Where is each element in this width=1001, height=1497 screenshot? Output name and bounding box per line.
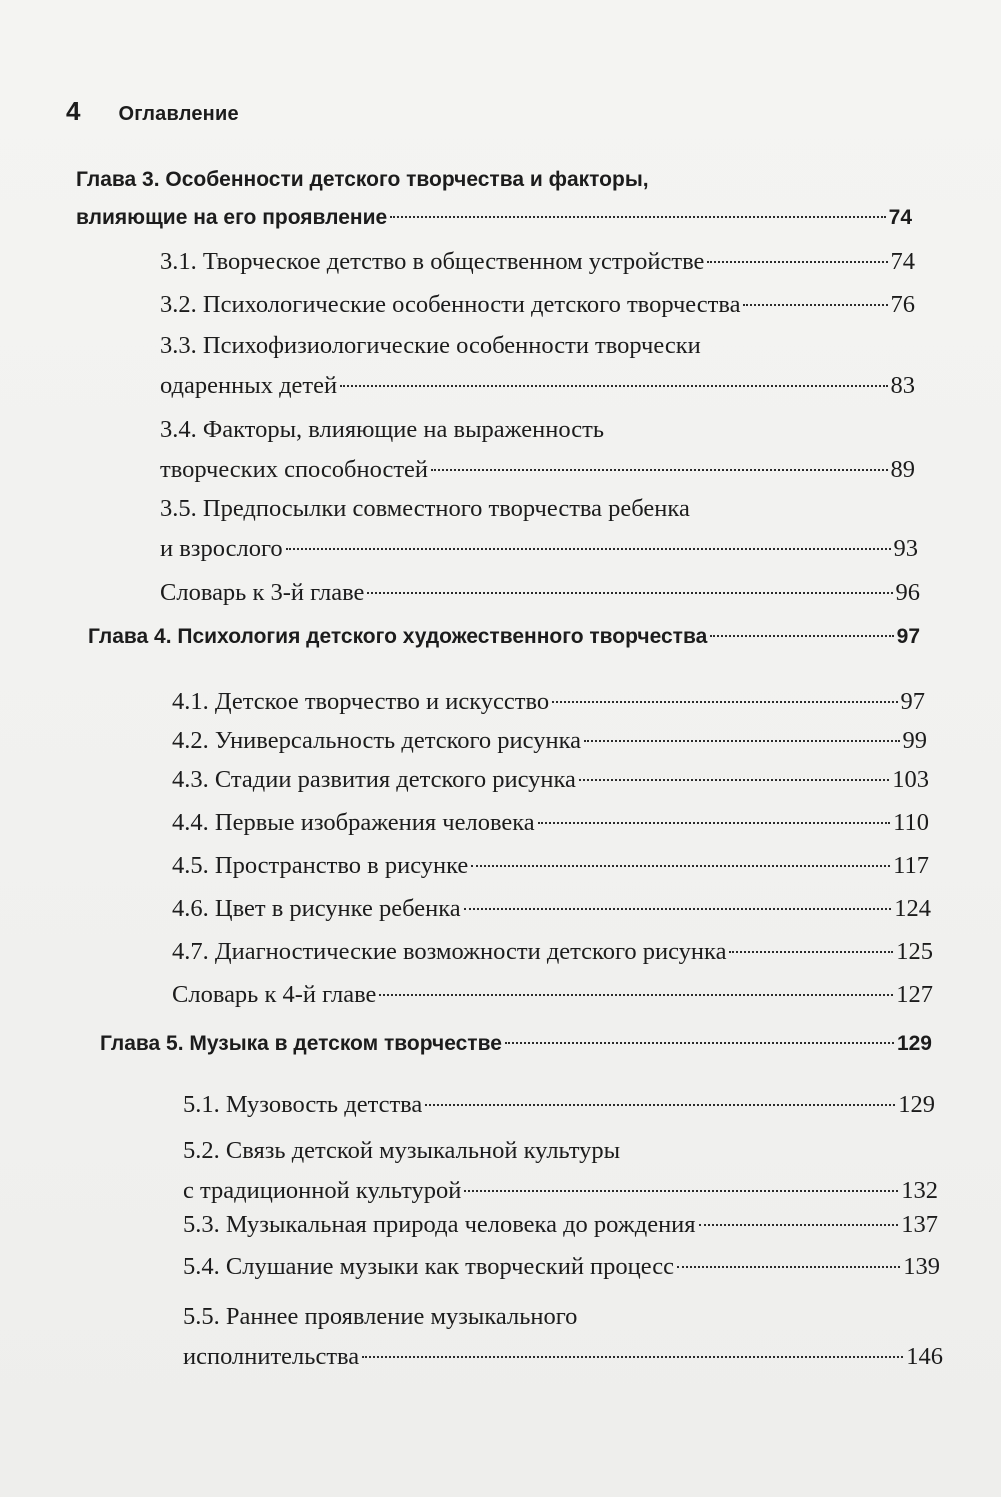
section-title-line-2: с традиционной культурой: [183, 1177, 462, 1204]
page-ref: 74: [890, 248, 915, 275]
toc-line: [160, 489, 918, 529]
dot-leader: [743, 304, 887, 306]
section-title-line-2: одаренных детей: [160, 372, 338, 399]
toc-line: [183, 1297, 943, 1337]
toc-line: [160, 450, 915, 490]
dot-leader: [707, 261, 887, 263]
running-head: [66, 96, 239, 127]
dot-leader: [390, 216, 885, 218]
toc-section-4-6: [172, 889, 931, 929]
page-ref: 93: [893, 535, 918, 562]
toc-line: [172, 975, 933, 1015]
toc-line: [160, 529, 918, 569]
page-ref: 127: [896, 981, 933, 1008]
page-ref: 124: [894, 895, 931, 922]
section-title-line-1: 3.4. Факторы, влияющие на выраженность: [160, 416, 604, 443]
toc-line: [183, 1085, 935, 1125]
toc-line: [183, 1247, 940, 1287]
dot-leader: [538, 822, 890, 824]
section-title: 5.4. Слушание музыки как творческий процесс: [183, 1253, 675, 1280]
page-ref: 97: [896, 625, 920, 648]
toc-line: [172, 889, 931, 929]
toc-line: [183, 1131, 938, 1171]
toc-section-5-4: [183, 1247, 940, 1287]
dot-leader: [552, 701, 897, 703]
section-title: 4.3. Стадии развития детского рисунка: [172, 766, 576, 793]
toc-section-4-4: [172, 803, 929, 843]
section-title: 3.2. Психологические особенности детского творчества: [160, 291, 741, 318]
page-ref: 146: [906, 1343, 943, 1370]
toc-chapter-5: [100, 1025, 932, 1063]
page-ref: 129: [896, 1032, 932, 1055]
dot-leader: [464, 1190, 898, 1192]
section-title: 5.3. Музыкальная природа человека до рождения: [183, 1211, 696, 1238]
section-title-line-2: и взрослого: [160, 535, 283, 562]
section-title: 4.1. Детское творчество и искусство: [172, 688, 550, 715]
toc-chapter-3: [76, 161, 912, 237]
toc-section-3-4: [160, 410, 915, 490]
dot-leader: [286, 548, 891, 550]
toc-line: [160, 242, 915, 282]
toc-section-4-7: [172, 932, 933, 972]
section-title-line-2: творческих способностей: [160, 456, 429, 483]
section-title: 4.6. Цвет в рисунке ребенка: [172, 895, 461, 922]
section-title: 5.1. Музовость детства: [183, 1091, 423, 1118]
toc-section-3-5: [160, 489, 918, 569]
toc-line: [76, 199, 912, 237]
chapter-title: Глава 4. Психология детского художественного творчества: [88, 625, 708, 648]
section-title: 3.1. Творческое детство в общественном устройстве: [160, 248, 705, 275]
toc-line: [172, 682, 925, 722]
page-ref: 89: [890, 456, 915, 483]
page-ref: 74: [888, 206, 912, 229]
toc-line: [88, 618, 920, 656]
page-ref: 129: [898, 1091, 935, 1118]
dot-leader: [471, 865, 890, 867]
dot-leader: [505, 1042, 894, 1044]
dot-leader: [677, 1266, 900, 1268]
page-ref: 83: [890, 372, 915, 399]
toc-line: [183, 1205, 938, 1245]
dot-leader: [379, 994, 893, 996]
toc-section-5-1: [183, 1085, 935, 1125]
section-title: 4.5. Пространство в рисунке: [172, 852, 469, 879]
section-title: 4.4. Первые изображения человека: [172, 809, 535, 836]
page-ref: 103: [892, 766, 929, 793]
toc-section-5-3: [183, 1205, 938, 1245]
toc-chapter-4: [88, 618, 920, 656]
glossary-title: Словарь к 3-й главе: [160, 579, 365, 606]
toc-section-5-2: [183, 1131, 938, 1211]
toc-glossary-3: [160, 573, 920, 613]
toc-glossary-4: [172, 975, 933, 1015]
toc-line: [160, 573, 920, 613]
dot-leader: [425, 1104, 895, 1106]
section-title-line-1: 3.3. Психофизиологические особенности творчески: [160, 332, 701, 359]
toc-section-4-3: [172, 760, 929, 800]
section-title-line-1: 3.5. Предпосылки совместного творчества ребенка: [160, 495, 690, 522]
page-ref: 99: [902, 727, 927, 754]
dot-leader: [584, 740, 900, 742]
toc-line: [172, 932, 933, 972]
dot-leader: [431, 469, 887, 471]
toc-line: [172, 760, 929, 800]
page-ref: 125: [896, 938, 933, 965]
page-ref: 96: [895, 579, 920, 606]
toc-section-4-1: [172, 682, 925, 722]
page-ref: 97: [900, 688, 925, 715]
page-ref: 110: [893, 809, 929, 836]
section-title: 4.2. Универсальность детского рисунка: [172, 727, 581, 754]
toc-line: [76, 161, 912, 199]
page-ref: 139: [903, 1253, 940, 1280]
dot-leader: [579, 779, 889, 781]
toc-line: [172, 803, 929, 843]
dot-leader: [367, 592, 892, 594]
toc-line: [100, 1025, 932, 1063]
glossary-title: Словарь к 4-й главе: [172, 981, 377, 1008]
dot-leader: [362, 1356, 903, 1358]
toc-section-3-1: [160, 242, 915, 282]
dot-leader: [699, 1224, 899, 1226]
dot-leader: [729, 951, 893, 953]
dot-leader: [340, 385, 887, 387]
toc-line: [160, 410, 915, 450]
toc-line: [172, 721, 927, 761]
page-ref: 117: [893, 852, 929, 879]
section-title-line-1: 5.2. Связь детской музыкальной культуры: [183, 1137, 621, 1164]
toc-section-3-3: [160, 326, 915, 406]
dot-leader: [464, 908, 892, 910]
section-title: 4.7. Диагностические возможности детского рисунка: [172, 938, 727, 965]
chapter-title-line-2: влияющие на его проявление: [76, 206, 388, 229]
toc-line: [172, 846, 929, 886]
toc-line: [160, 285, 915, 325]
toc-section-4-5: [172, 846, 929, 886]
chapter-title-line-1: Глава 3. Особенности детского творчества и факторы,: [76, 168, 649, 191]
section-title-line-2: исполнительства: [183, 1343, 360, 1370]
section-title-line-1: 5.5. Раннее проявление музыкального: [183, 1303, 578, 1330]
toc-line: [183, 1337, 943, 1377]
page-ref: 132: [901, 1177, 938, 1204]
dot-leader: [710, 635, 893, 637]
page-ref: 76: [890, 291, 915, 318]
page-ref: 137: [901, 1211, 938, 1238]
toc-section-3-2: [160, 285, 915, 325]
page-number: 4: [66, 96, 81, 126]
chapter-title: Глава 5. Музыка в детском творчестве: [100, 1032, 502, 1055]
running-head-title: Оглавление: [118, 103, 239, 125]
toc-line: [160, 326, 915, 366]
toc-section-4-2: [172, 721, 927, 761]
toc-line: [160, 366, 915, 406]
toc-section-5-5: [183, 1297, 943, 1377]
